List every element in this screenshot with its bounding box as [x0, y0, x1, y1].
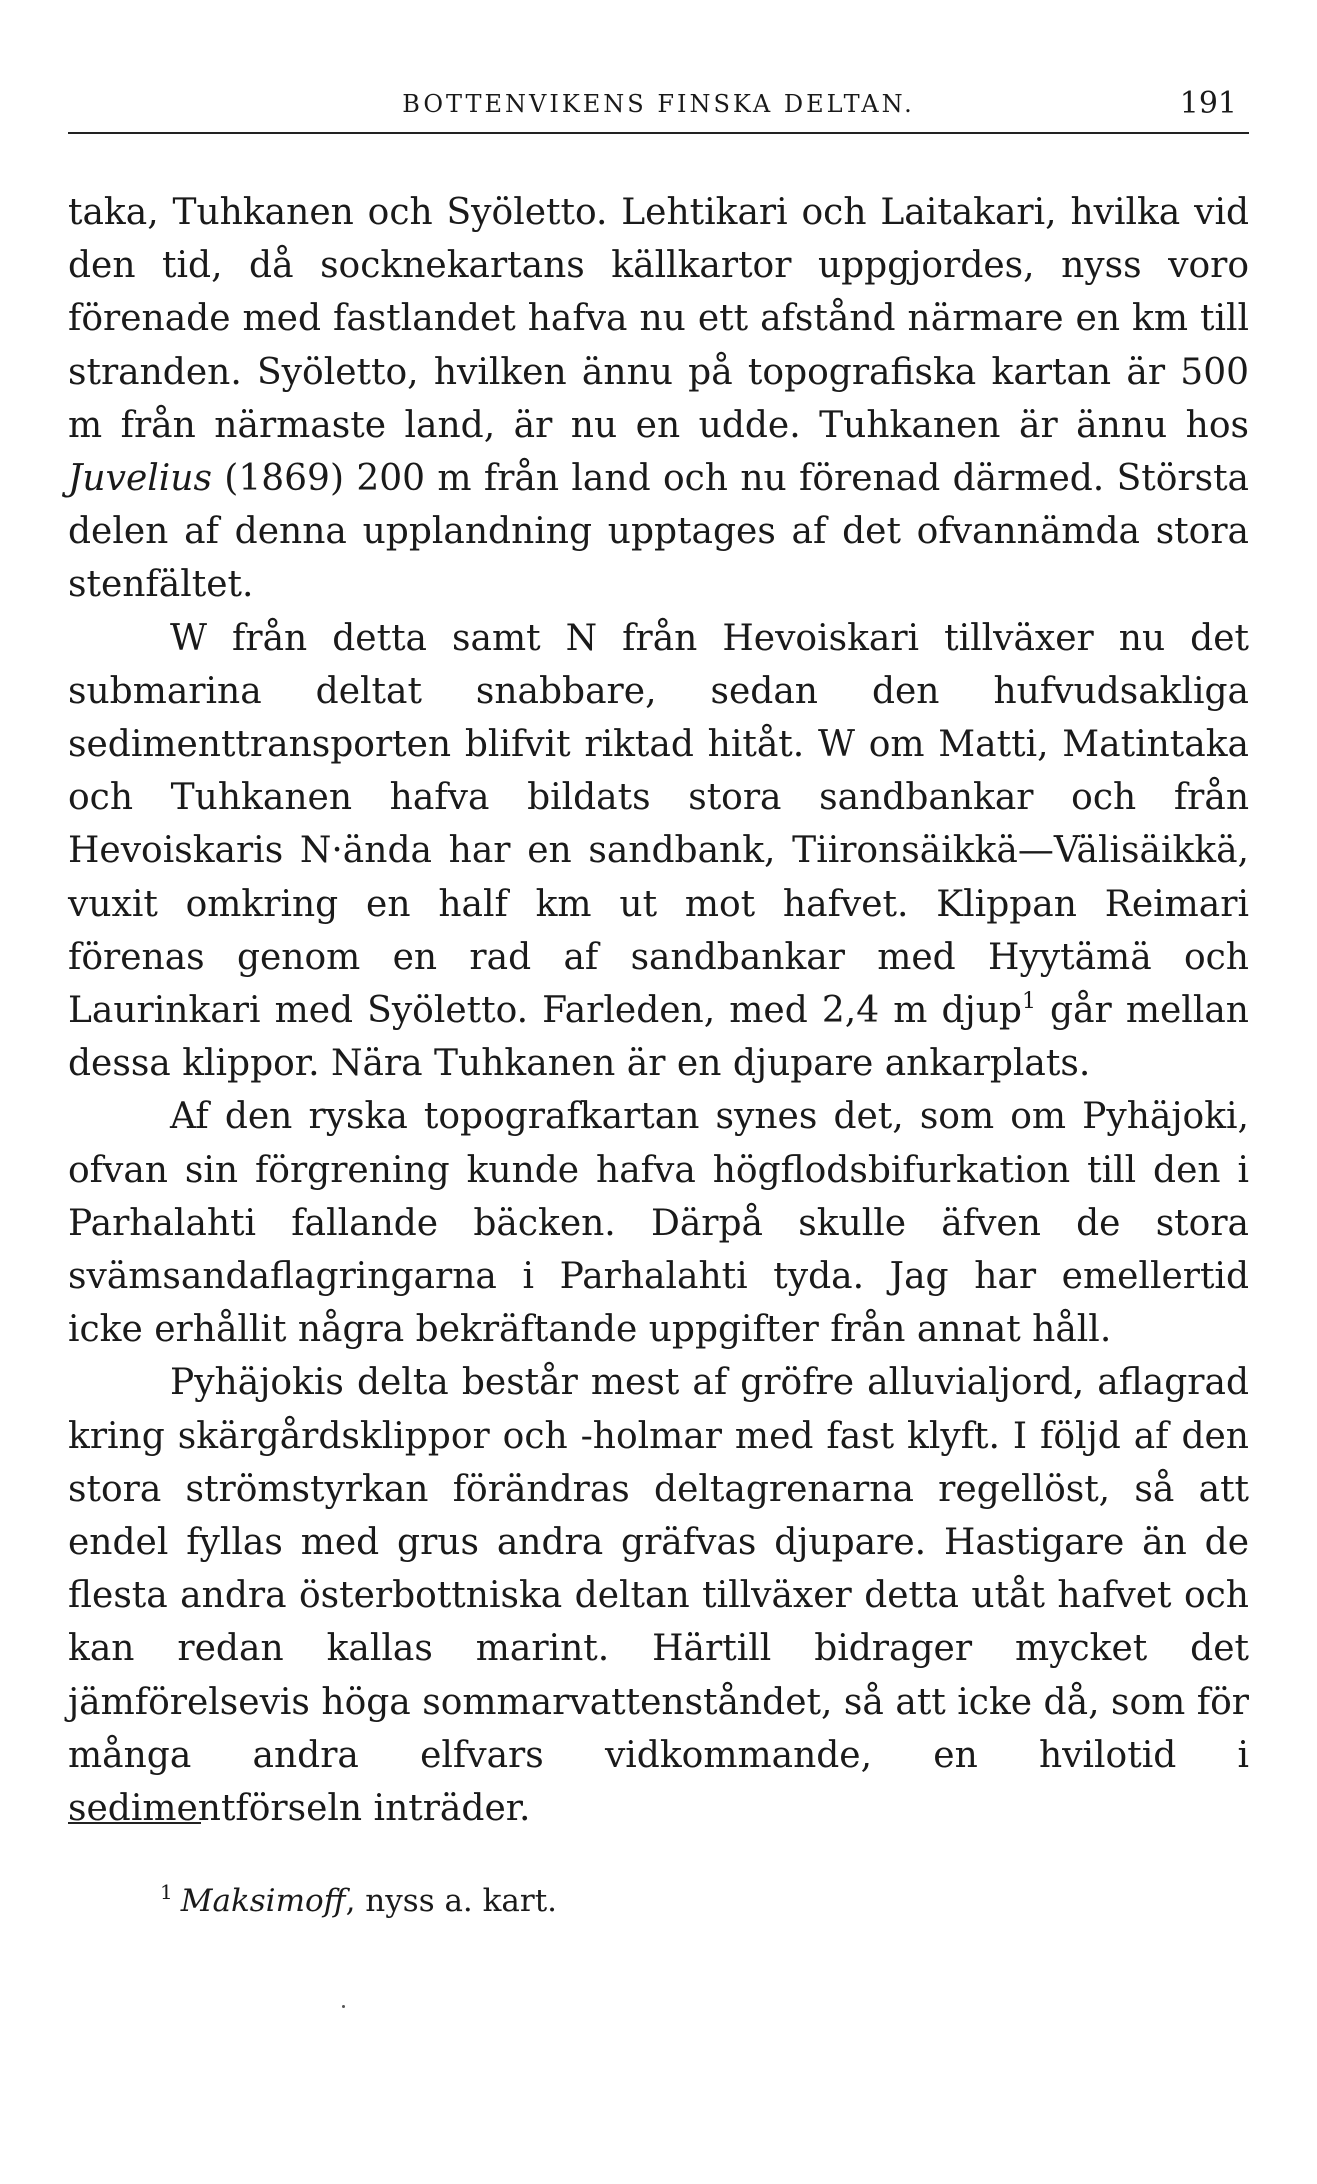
footnote-rule [68, 1822, 201, 1824]
body-text [68, 186, 1249, 1835]
footnote-author: Maksimoff [180, 1883, 346, 1919]
page-header [68, 82, 1249, 134]
paragraph-1-text-b: (1869) 200 m från land och nu förenad därmed. Största delen af denna upplandning upptages af det ofvannämda stora stenfältet. [68, 458, 1249, 606]
print-speck [342, 2005, 345, 2008]
running-title: BOTTENVIKENS FINSKA DELTAN. [402, 90, 915, 118]
paragraph-2-text-b: går mellan dessa klippor. Nära Tuhkanen är en djupare ankarplats. [68, 990, 1249, 1085]
author-juvelius: Juvelius [68, 458, 212, 500]
footnote-mark: 1 [160, 1880, 173, 1904]
paragraph-1-text-a: taka, Tuhkanen och Syöletto. Lehtikari och Laitakari, hvilka vid den tid, då socknekartans källkartor uppgjordes, nyss voro förenade med fastlandet hafva nu ett afstånd närmare en km till stranden. Syöletto, hvilken ännu på topografiska kartan är 500 m från närmaste land, är nu en udde. Tuhkanen är ännu hos [68, 192, 1249, 446]
paragraph-1 [68, 186, 1249, 612]
paragraph-2-text-a: W från detta samt N från Hevoiskari tillväxer nu det submarina deltat snabbare, sedan den hufvudsakliga sedimenttransporten blifvit riktad hitåt. W om Matti, Matintaka och Tuhkanen hafva bildats stora sandbankar och från Hevoiskaris N·ända har en sandbank, Tiironsäikkä—Välisäikkä, vuxit omkring en half km ut mot hafvet. Klippan Reimari förenas genom en rad af sandbankar med Hyytämä och Laurinkari med Syöletto. Farleden, med 2,4 m djup [68, 617, 1249, 1032]
paragraph-3: Af den ryska topografkartan synes det, som om Pyhäjoki, ofvan sin förgrening kunde hafva högflodsbifurkation till den i Parhalahti fallande bäcken. Därpå skulle äfven de stora svämsandaflagringarna i Parhalahti tyda. Jag har emellertid icke erhållit några bekräftande uppgifter från annat håll. [68, 1096, 1249, 1351]
paragraph-4: Pyhäjokis delta består mest af gröfre alluvialjord, aflagrad kring skärgårdsklippor och -holmar med fast klyft. I följd af den stora strömstyrkan förändras deltagrenarna regellöst, så att endel fyllas med grus andra gräfvas djupare. Hastigare än de flesta andra österbottniska deltan tillväxer detta utåt hafvet och kan redan kallas marint. Härtill bidrager mycket det jämförelsevis höga sommarvattenståndet, så att icke då, som för många andra elfvars vidkommande, en hvilotid i sedimentförseln inträder. [68, 1362, 1249, 1830]
page-number: 191 [1179, 86, 1237, 121]
footnote-text: , nyss a. kart. [345, 1883, 558, 1919]
footnote-reference: 1 [1021, 989, 1036, 1015]
footnote [160, 1880, 557, 1919]
paragraph-2 [68, 612, 1249, 1091]
